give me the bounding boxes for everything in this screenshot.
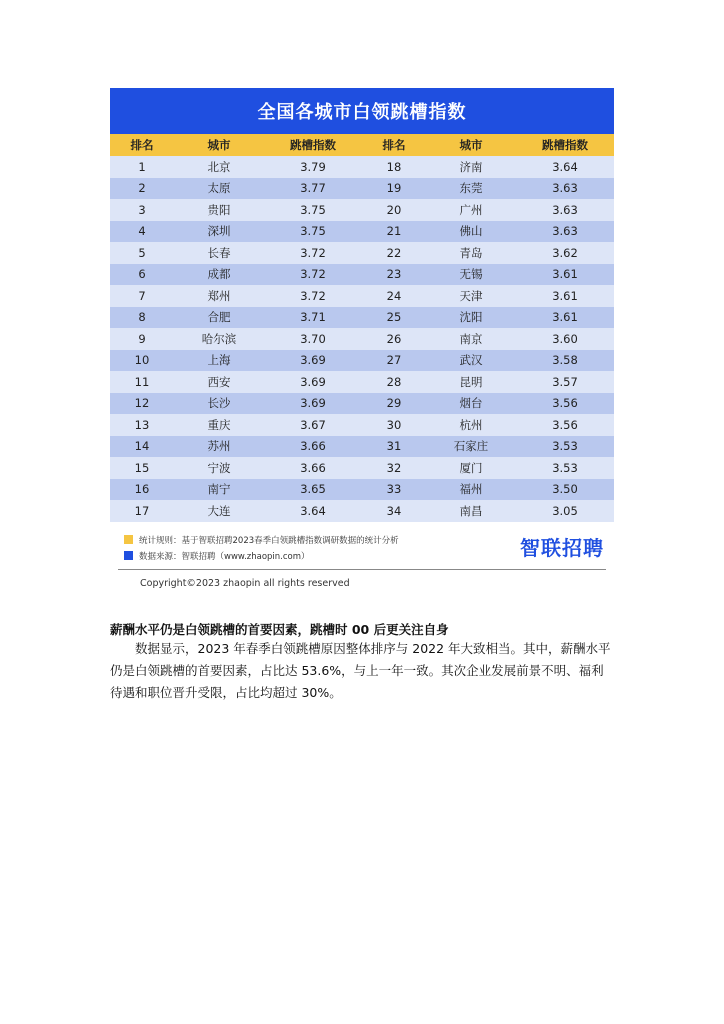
cell-rank-left: 17 xyxy=(110,500,174,522)
cell-rank-left: 12 xyxy=(110,393,174,415)
cell-city-right: 烟台 xyxy=(426,393,516,415)
cell-index-right: 3.62 xyxy=(516,242,614,264)
cell-city-right: 杭州 xyxy=(426,414,516,436)
header-city-right: 城市 xyxy=(426,134,516,156)
cell-city-left: 重庆 xyxy=(174,414,264,436)
cell-index-right: 3.57 xyxy=(516,371,614,393)
cell-city-right: 福州 xyxy=(426,479,516,501)
cell-index-right: 3.64 xyxy=(516,156,614,178)
cell-rank-right: 22 xyxy=(362,242,426,264)
section-heading: 薪酬水平仍是白领跳槽的首要因素，跳槽时 00 后更关注自身 xyxy=(110,622,449,637)
cell-rank-left: 13 xyxy=(110,414,174,436)
table-row xyxy=(110,328,614,350)
table-row xyxy=(110,199,614,221)
cell-rank-left: 16 xyxy=(110,479,174,501)
cell-index-left: 3.72 xyxy=(264,285,362,307)
legend-rule-text: 统计规则：基于智联招聘2023春季白领跳槽指数调研数据的统计分析 xyxy=(139,535,399,546)
copyright-text: Copyright©2023 zhaopin all rights reserved xyxy=(140,578,350,589)
cell-index-left: 3.69 xyxy=(264,350,362,372)
yellow-square-icon xyxy=(124,535,133,544)
table-row xyxy=(110,264,614,286)
cell-city-right: 天津 xyxy=(426,285,516,307)
table-row xyxy=(110,221,614,243)
header-rank-right: 排名 xyxy=(362,134,426,156)
header-city-left: 城市 xyxy=(174,134,264,156)
cell-rank-right: 27 xyxy=(362,350,426,372)
cell-index-left: 3.79 xyxy=(264,156,362,178)
table-row xyxy=(110,436,614,458)
cell-rank-right: 21 xyxy=(362,221,426,243)
cell-city-right: 石家庄 xyxy=(426,436,516,458)
table-row xyxy=(110,178,614,200)
cell-city-right: 佛山 xyxy=(426,221,516,243)
cell-index-left: 3.70 xyxy=(264,328,362,350)
cell-city-right: 厦门 xyxy=(426,457,516,479)
cell-index-right: 3.56 xyxy=(516,393,614,415)
cell-city-right: 南昌 xyxy=(426,500,516,522)
cell-city-left: 贵阳 xyxy=(174,199,264,221)
table-body xyxy=(110,156,614,522)
cell-city-left: 上海 xyxy=(174,350,264,372)
ranking-table xyxy=(110,134,614,522)
cell-index-right: 3.50 xyxy=(516,479,614,501)
cell-city-right: 济南 xyxy=(426,156,516,178)
table-row xyxy=(110,414,614,436)
blue-square-icon xyxy=(124,551,133,560)
cell-city-right: 无锡 xyxy=(426,264,516,286)
cell-index-right: 3.58 xyxy=(516,350,614,372)
cell-rank-left: 15 xyxy=(110,457,174,479)
cell-index-left: 3.67 xyxy=(264,414,362,436)
table-row xyxy=(110,457,614,479)
cell-rank-right: 24 xyxy=(362,285,426,307)
table-row xyxy=(110,479,614,501)
cell-city-left: 西安 xyxy=(174,371,264,393)
cell-index-right: 3.63 xyxy=(516,221,614,243)
cell-rank-right: 32 xyxy=(362,457,426,479)
figure-footer xyxy=(110,522,614,570)
table-row xyxy=(110,393,614,415)
cell-index-right: 3.05 xyxy=(516,500,614,522)
cell-city-right: 南京 xyxy=(426,328,516,350)
legend-source xyxy=(124,550,310,562)
cell-city-left: 成都 xyxy=(174,264,264,286)
cell-rank-right: 29 xyxy=(362,393,426,415)
cell-rank-right: 31 xyxy=(362,436,426,458)
cell-index-right: 3.61 xyxy=(516,264,614,286)
cell-city-right: 沈阳 xyxy=(426,307,516,329)
cell-rank-left: 7 xyxy=(110,285,174,307)
cell-city-left: 苏州 xyxy=(174,436,264,458)
table-row xyxy=(110,156,614,178)
cell-index-left: 3.66 xyxy=(264,436,362,458)
header-index-right: 跳槽指数 xyxy=(516,134,614,156)
legend-source-text: 数据来源：智联招聘（www.zhaopin.com） xyxy=(139,551,310,562)
cell-city-left: 哈尔滨 xyxy=(174,328,264,350)
table-row xyxy=(110,371,614,393)
cell-rank-left: 3 xyxy=(110,199,174,221)
cell-index-right: 3.63 xyxy=(516,178,614,200)
cell-index-left: 3.75 xyxy=(264,221,362,243)
cell-city-right: 武汉 xyxy=(426,350,516,372)
cell-index-left: 3.77 xyxy=(264,178,362,200)
cell-rank-right: 30 xyxy=(362,414,426,436)
cell-rank-left: 6 xyxy=(110,264,174,286)
cell-city-right: 昆明 xyxy=(426,371,516,393)
cell-index-left: 3.66 xyxy=(264,457,362,479)
header-index-left: 跳槽指数 xyxy=(264,134,362,156)
cell-city-left: 大连 xyxy=(174,500,264,522)
cell-index-left: 3.72 xyxy=(264,264,362,286)
cell-rank-right: 28 xyxy=(362,371,426,393)
cell-city-left: 合肥 xyxy=(174,307,264,329)
cell-rank-right: 33 xyxy=(362,479,426,501)
cell-city-right: 广州 xyxy=(426,199,516,221)
cell-city-right: 东莞 xyxy=(426,178,516,200)
cell-rank-left: 9 xyxy=(110,328,174,350)
cell-rank-left: 1 xyxy=(110,156,174,178)
cell-rank-left: 14 xyxy=(110,436,174,458)
cell-rank-left: 11 xyxy=(110,371,174,393)
cell-city-left: 深圳 xyxy=(174,221,264,243)
cell-city-left: 北京 xyxy=(174,156,264,178)
cell-index-left: 3.65 xyxy=(264,479,362,501)
cell-index-left: 3.64 xyxy=(264,500,362,522)
cell-city-left: 南宁 xyxy=(174,479,264,501)
table-row xyxy=(110,242,614,264)
table-row xyxy=(110,285,614,307)
cell-index-right: 3.53 xyxy=(516,436,614,458)
footer-divider xyxy=(118,569,606,570)
cell-rank-left: 8 xyxy=(110,307,174,329)
brand-logo: 智联招聘 xyxy=(520,535,604,560)
figure-title: 全国各城市白领跳槽指数 xyxy=(110,88,614,134)
cell-index-right: 3.56 xyxy=(516,414,614,436)
cell-rank-right: 23 xyxy=(362,264,426,286)
cell-index-left: 3.75 xyxy=(264,199,362,221)
cell-rank-right: 34 xyxy=(362,500,426,522)
cell-city-left: 太原 xyxy=(174,178,264,200)
cell-city-left: 长春 xyxy=(174,242,264,264)
cell-index-right: 3.61 xyxy=(516,307,614,329)
cell-index-right: 3.53 xyxy=(516,457,614,479)
ranking-figure xyxy=(110,88,614,570)
cell-rank-right: 20 xyxy=(362,199,426,221)
cell-index-right: 3.63 xyxy=(516,199,614,221)
cell-city-right: 青岛 xyxy=(426,242,516,264)
body-paragraph: 数据显示，2023 年春季白领跳槽原因整体排序与 2022 年大致相当。其中，薪酬水平仍是白领跳槽的首要因素，占比达 53.6%，与上一年一致。其次企业发展前景不明、福利待遇和职位晋升受限，占比均超过 30%。 xyxy=(110,641,611,700)
cell-city-left: 长沙 xyxy=(174,393,264,415)
table-row xyxy=(110,350,614,372)
cell-rank-left: 4 xyxy=(110,221,174,243)
cell-rank-right: 19 xyxy=(362,178,426,200)
cell-index-left: 3.72 xyxy=(264,242,362,264)
cell-rank-left: 10 xyxy=(110,350,174,372)
header-rank-left: 排名 xyxy=(110,134,174,156)
table-header-row xyxy=(110,134,614,156)
cell-rank-left: 2 xyxy=(110,178,174,200)
cell-index-right: 3.61 xyxy=(516,285,614,307)
cell-rank-right: 25 xyxy=(362,307,426,329)
cell-index-right: 3.60 xyxy=(516,328,614,350)
cell-city-left: 郑州 xyxy=(174,285,264,307)
cell-city-left: 宁波 xyxy=(174,457,264,479)
cell-rank-left: 5 xyxy=(110,242,174,264)
table-row xyxy=(110,307,614,329)
cell-index-left: 3.71 xyxy=(264,307,362,329)
cell-index-left: 3.69 xyxy=(264,393,362,415)
cell-rank-right: 18 xyxy=(362,156,426,178)
cell-rank-right: 26 xyxy=(362,328,426,350)
table-row xyxy=(110,500,614,522)
cell-index-left: 3.69 xyxy=(264,371,362,393)
legend-rule xyxy=(124,534,399,546)
